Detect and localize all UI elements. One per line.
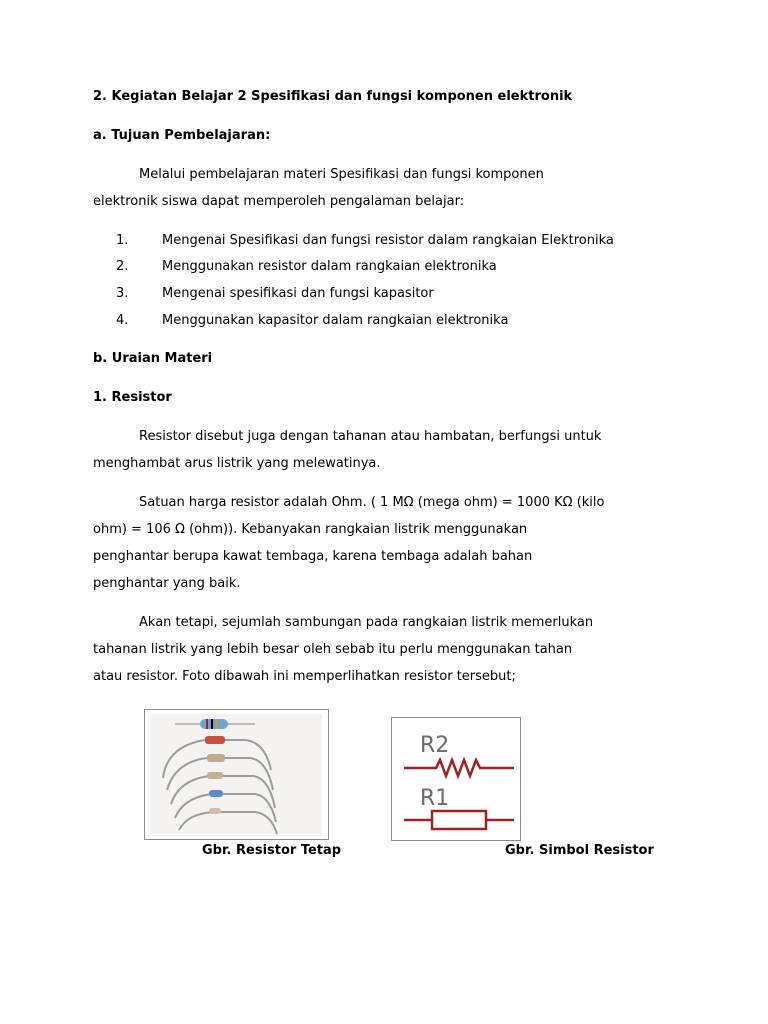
resistor-body [200, 719, 228, 729]
list-item-number: 2. [116, 259, 129, 274]
resistor-subtitle: 1. Resistor [93, 390, 172, 405]
para2-line-4: penghantar yang baik. [93, 576, 241, 591]
resistor-body [209, 790, 223, 797]
page-heading: 2. Kegiatan Belajar 2 Spesifikasi dan fungsi komponen elektronik [93, 89, 573, 104]
section-b-title: b. Uraian Materi [93, 351, 213, 366]
list-item-number: 3. [116, 286, 129, 301]
resistor-symbol-diagram [391, 717, 521, 841]
symbol-label-r2: R2 [420, 733, 450, 758]
variable-resistor-zigzag-symbol [404, 760, 514, 776]
para2-line-2: ohm) = 106 Ω (ohm)). Kebanyakan rangkaian listrik menggunakan [93, 522, 528, 537]
resistor-body [209, 808, 221, 814]
resistor-body [205, 736, 225, 744]
para1-line-1: Resistor disebut juga dengan tahanan atau hambatan, berfungsi untuk [139, 429, 602, 444]
right-figure-caption: Gbr. Simbol Resistor [505, 843, 654, 858]
resistor-symbol-image [392, 718, 520, 840]
list-item-number: 4. [116, 313, 129, 328]
list-item: Mengenai spesifikasi dan fungsi kapasitor [162, 286, 434, 301]
symbol-label-r1: R1 [420, 786, 450, 811]
intro-line-2: elektronik siswa dapat memperoleh pengalaman belajar: [93, 194, 465, 209]
resistor-box-symbol [432, 811, 486, 829]
resistor-photo-image [145, 710, 328, 839]
para3-line-1: Akan tetapi, sejumlah sambungan pada rangkaian listrik memerlukan [139, 615, 594, 630]
para3-line-2: tahanan listrik yang lebih besar oleh sebab itu perlu menggunakan tahan [93, 642, 573, 657]
section-a-title: a. Tujuan Pembelajaran: [93, 128, 271, 143]
para1-line-2: menghambat arus listrik yang melewatinya. [93, 456, 381, 471]
para2-line-3: penghantar berupa kawat tembaga, karena tembaga adalah bahan [93, 549, 533, 564]
resistor-body [207, 754, 225, 762]
list-item: Mengenai Spesifikasi dan fungsi resistor dalam rangkaian Elektronika [162, 233, 614, 248]
intro-line-1: Melalui pembelajaran materi Spesifikasi dan fungsi komponen [139, 167, 544, 182]
left-figure-caption: Gbr. Resistor Tetap [202, 843, 342, 858]
list-item: Menggunakan resistor dalam rangkaian elektronika [162, 259, 497, 274]
resistor-photo [144, 709, 329, 840]
resistor-body [207, 772, 223, 779]
para2-line-1: Satuan harga resistor adalah Ohm. ( 1 MΩ (mega ohm) = 1000 KΩ (kilo [139, 495, 605, 510]
list-item: Menggunakan kapasitor dalam rangkaian elektronika [162, 313, 509, 328]
list-item-number: 1. [116, 233, 129, 248]
para3-line-3: atau resistor. Foto dibawah ini memperlihatkan resistor tersebut; [93, 669, 516, 684]
